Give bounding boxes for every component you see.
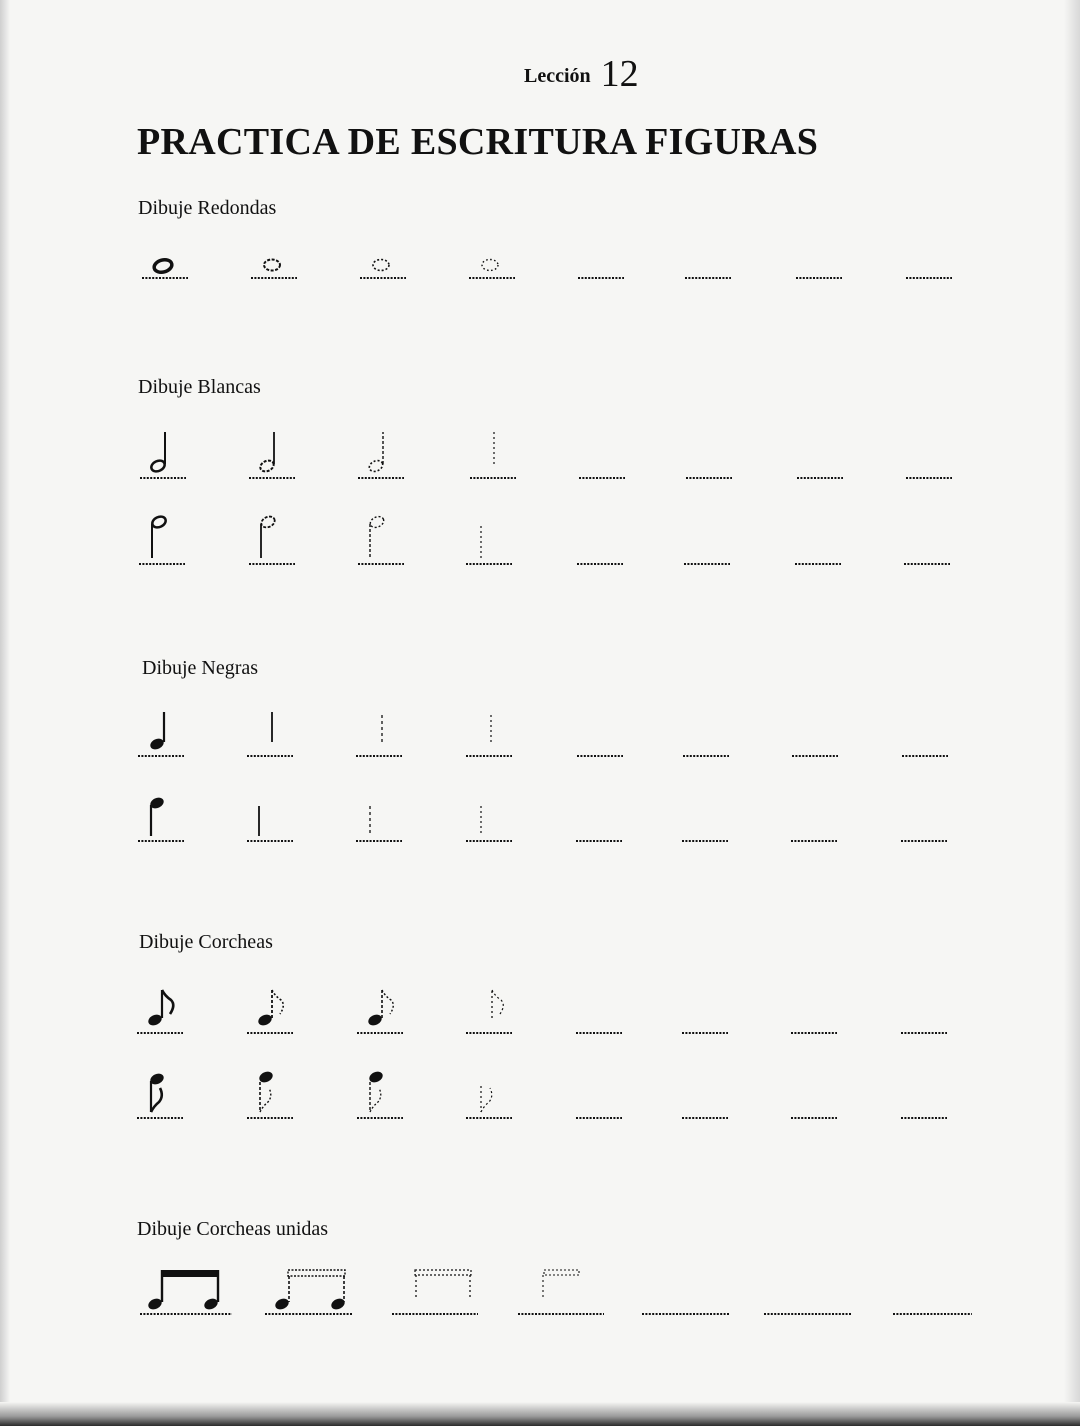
half-note-example-2	[259, 432, 276, 473]
beamed-eighths-example-3	[415, 1270, 471, 1300]
whole-note-example-4	[482, 260, 498, 271]
beamed-eighths-example-2	[274, 1270, 347, 1311]
row-corcheas-stem-up	[137, 990, 947, 1033]
half-note-down-example-1	[151, 515, 168, 558]
eighth-note-example-1	[147, 990, 174, 1027]
eighth-note-down-example-2	[258, 1070, 275, 1112]
eighth-note-down-example-4	[481, 1086, 492, 1112]
eighth-note-down-example-3	[368, 1070, 385, 1112]
beamed-eighths-example-4	[543, 1270, 579, 1298]
beamed-eighths-example-1	[147, 1270, 220, 1311]
section-label-corcheas-unidas: Dibuje Corcheas unidas	[137, 1218, 329, 1240]
row-corcheas-stem-down	[137, 1070, 947, 1118]
lesson-number: 12	[600, 53, 639, 95]
lesson-label: Lección	[524, 65, 591, 87]
half-note-example-3	[368, 432, 385, 473]
whole-note-example-3	[373, 260, 389, 271]
section-label-negras: Dibuje Negras	[142, 657, 259, 679]
eighth-note-down-example-1	[149, 1072, 166, 1112]
whole-note-example-1	[153, 258, 173, 274]
eighth-note-example-3	[367, 990, 394, 1027]
page-title: PRACTICA DE ESCRITURA FIGURAS	[137, 121, 819, 163]
quarter-note-example-1	[149, 712, 166, 751]
eighth-note-example-4	[492, 990, 503, 1018]
half-note-down-example-3	[369, 515, 386, 558]
row-blancas-stem-down	[139, 515, 950, 564]
half-note-down-example-2	[260, 515, 277, 558]
half-note-example-1	[150, 432, 167, 473]
row-negras-stem-down	[138, 796, 947, 841]
eighth-note-example-2	[257, 990, 284, 1027]
row-negras-stem-up	[138, 712, 948, 756]
section-label-redondas: Dibuje Redondas	[138, 197, 277, 219]
section-label-blancas: Dibuje Blancas	[138, 376, 261, 398]
whole-note-example-2	[264, 260, 280, 271]
row-blancas-stem-up	[140, 432, 952, 478]
section-label-corcheas: Dibuje Corcheas	[139, 931, 273, 953]
row-redondas	[142, 258, 952, 278]
row-corcheas-unidas	[140, 1270, 972, 1314]
quarter-note-down-example-1	[149, 796, 166, 836]
